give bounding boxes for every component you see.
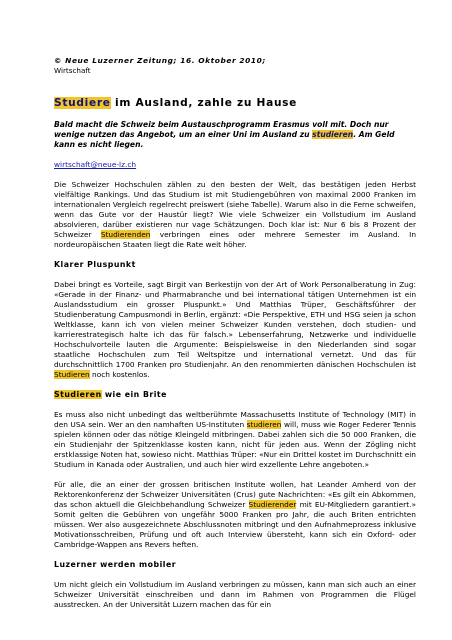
paragraph-4-highlight: Studierender <box>248 500 297 509</box>
paragraph-2 <box>54 280 416 380</box>
paragraph-4-text-a: Für alle, die an einer der grossen britischen Institute wollen, hat Leander Amherd von der Rektorenkonferenz der Schweizer Universitäten (Crus) gute Nachrichten: «Es gilt ein Abkommen, das schon aktuell die Gleichbehandlung Schweizer <box>54 480 416 509</box>
paragraph-1-text-a: Die Schweizer Hochschulen zählen zu den besten der Welt, das bestätigen jeden Herbst vielfältige Rankings. Und das Studium ist mit Studiengebühren von maximal 2000 Franken im internationalen Vergleich regelrecht preiswert (siehe Tabelle). Warum also in die Ferne schweifen, wenn das Gute vor der Haustür liegt? Wie viele Schweizer ein Vollstudium im Ausland absolvieren, darüber existieren nur vage Schätzungen. Doch klar ist: Nur 6 bis 8 Prozent der Schweizer <box>54 180 416 239</box>
subheading-3: Luzerner werden mobiler <box>54 560 177 569</box>
lead-text: Bald macht die Schweiz beim Austauschprogramm Erasmus voll mit. Doch nur wenige nutzen das Angebot, um an einer Uni im Ausland zu <box>54 120 389 139</box>
title-rest: im Ausland, zahle zu Hause <box>110 97 298 109</box>
paragraph-3 <box>54 410 416 470</box>
paragraph-4-text-b: mit EU-Mitgliedern garantiert.» Somit gelten die Gebühren von ungefähr 5000 Franken pro Jahr, die auch Briten entrichten müssen. Wer also ausgezeichnete Abschlussnoten mitbringt und den Aufnahmeprozess inklusive Motivationsschreiben, Prüfung und oft auch Interview übersteht, kann sich ein Oxford- oder Cambridge-Wappen ans Revers heften. <box>54 500 416 549</box>
subheading-2 <box>54 390 416 400</box>
author-email-link[interactable]: wirtschaft@neue-lz.ch <box>54 160 137 169</box>
paragraph-5: Um nicht gleich ein Vollstudium im Ausland verbringen zu müssen, kann man sich auch an einer Schweizer Universität einschreiben und dann im Rahmen von Programmen die Flügel ausstrecken. An der Universität Luzern machen das für ein <box>54 580 416 609</box>
subheading-1: Klarer Pluspunkt <box>54 260 136 269</box>
subheading-2-rest: wie ein Brite <box>101 390 167 399</box>
paragraph-1-highlight: Studierenden <box>100 230 151 239</box>
article-lead <box>54 120 416 150</box>
paragraph-1-text-b: verbringen eines oder mehrere Semester im Ausland. In nordeuropäischen Staaten liegt die Rate weit höher. <box>54 230 417 249</box>
title-highlight: Studiere <box>54 97 111 109</box>
article-title <box>54 96 416 110</box>
paragraph-2-text-a: Dabei bringt es Vorteile, sagt Birgit van Berkestijn von der Art of Work Personalberatung in Zug: «Gerade in der Finanz- und Pharmabranche und bei international tätigen Unternehmen ist ein Auslandsstudium ein grosser Pluspunkt.» Und Matthias Trüper, Geschäftsführer der Studienberatung Campusmondi in Berlin, ergänzt: «Die Perspektive, ETH und HSG seien ja schon Weltklasse, kann ich von vielen meiner Schweizer Kunden verstehen, doch studien- und karrierestrategisch halte ich das für falsch.» Lebenserfahrung, Netzwerke und individuelle Hochschulvorteile lauten die Argumente: Beispielsweise in den Niederlanden sind sogar staatliche Hochschulen zum Teil Weltspitze und international vernetzt. Und das für durchschnittlich 1700 Franken pro Studienjahr. An den renommierten dänischen Hochschulen ist <box>54 280 416 369</box>
paragraph-1 <box>54 180 416 250</box>
paragraph-4 <box>54 480 416 550</box>
article-section: Wirtschaft <box>54 66 91 75</box>
paragraph-2-text-b: noch kostenlos. <box>89 370 150 379</box>
lead-tail: . Am Geld kann es nicht liegen. <box>54 130 395 149</box>
paragraph-3-text-b: will, muss wie Roger Federer Tennis spielen können oder das nötige Kleingeld mitbringen. Dabei zahlen sich die 50 000 Franken, die ein Studienjahr der Spitzenklasse kosten kann, nicht für jeden aus. Wenn der Zögling nicht erstklassige Noten hat, sowieso nicht. Matthias Trüper: «Nur ein Drittel kostet im Durchschnitt ein Studium in Kanada oder Australien, und auch hier wird exzellente Lehre angeboten.» <box>54 420 416 469</box>
subheading-2-highlight: Studieren <box>54 390 102 399</box>
lead-highlight: studieren <box>312 130 354 139</box>
paragraph-3-highlight: studieren <box>246 420 282 429</box>
paragraph-2-highlight: Studieren <box>54 370 90 379</box>
paragraph-3-text-a: Es muss also nicht unbedingt das weltberühmte Massachusetts Institute of Technology (MIT) in den USA sein. Wer an den namhaften US-Instituten <box>54 410 416 429</box>
article-source: © Neue Luzerner Zeitung; 16. Oktober 2010; <box>54 56 266 65</box>
